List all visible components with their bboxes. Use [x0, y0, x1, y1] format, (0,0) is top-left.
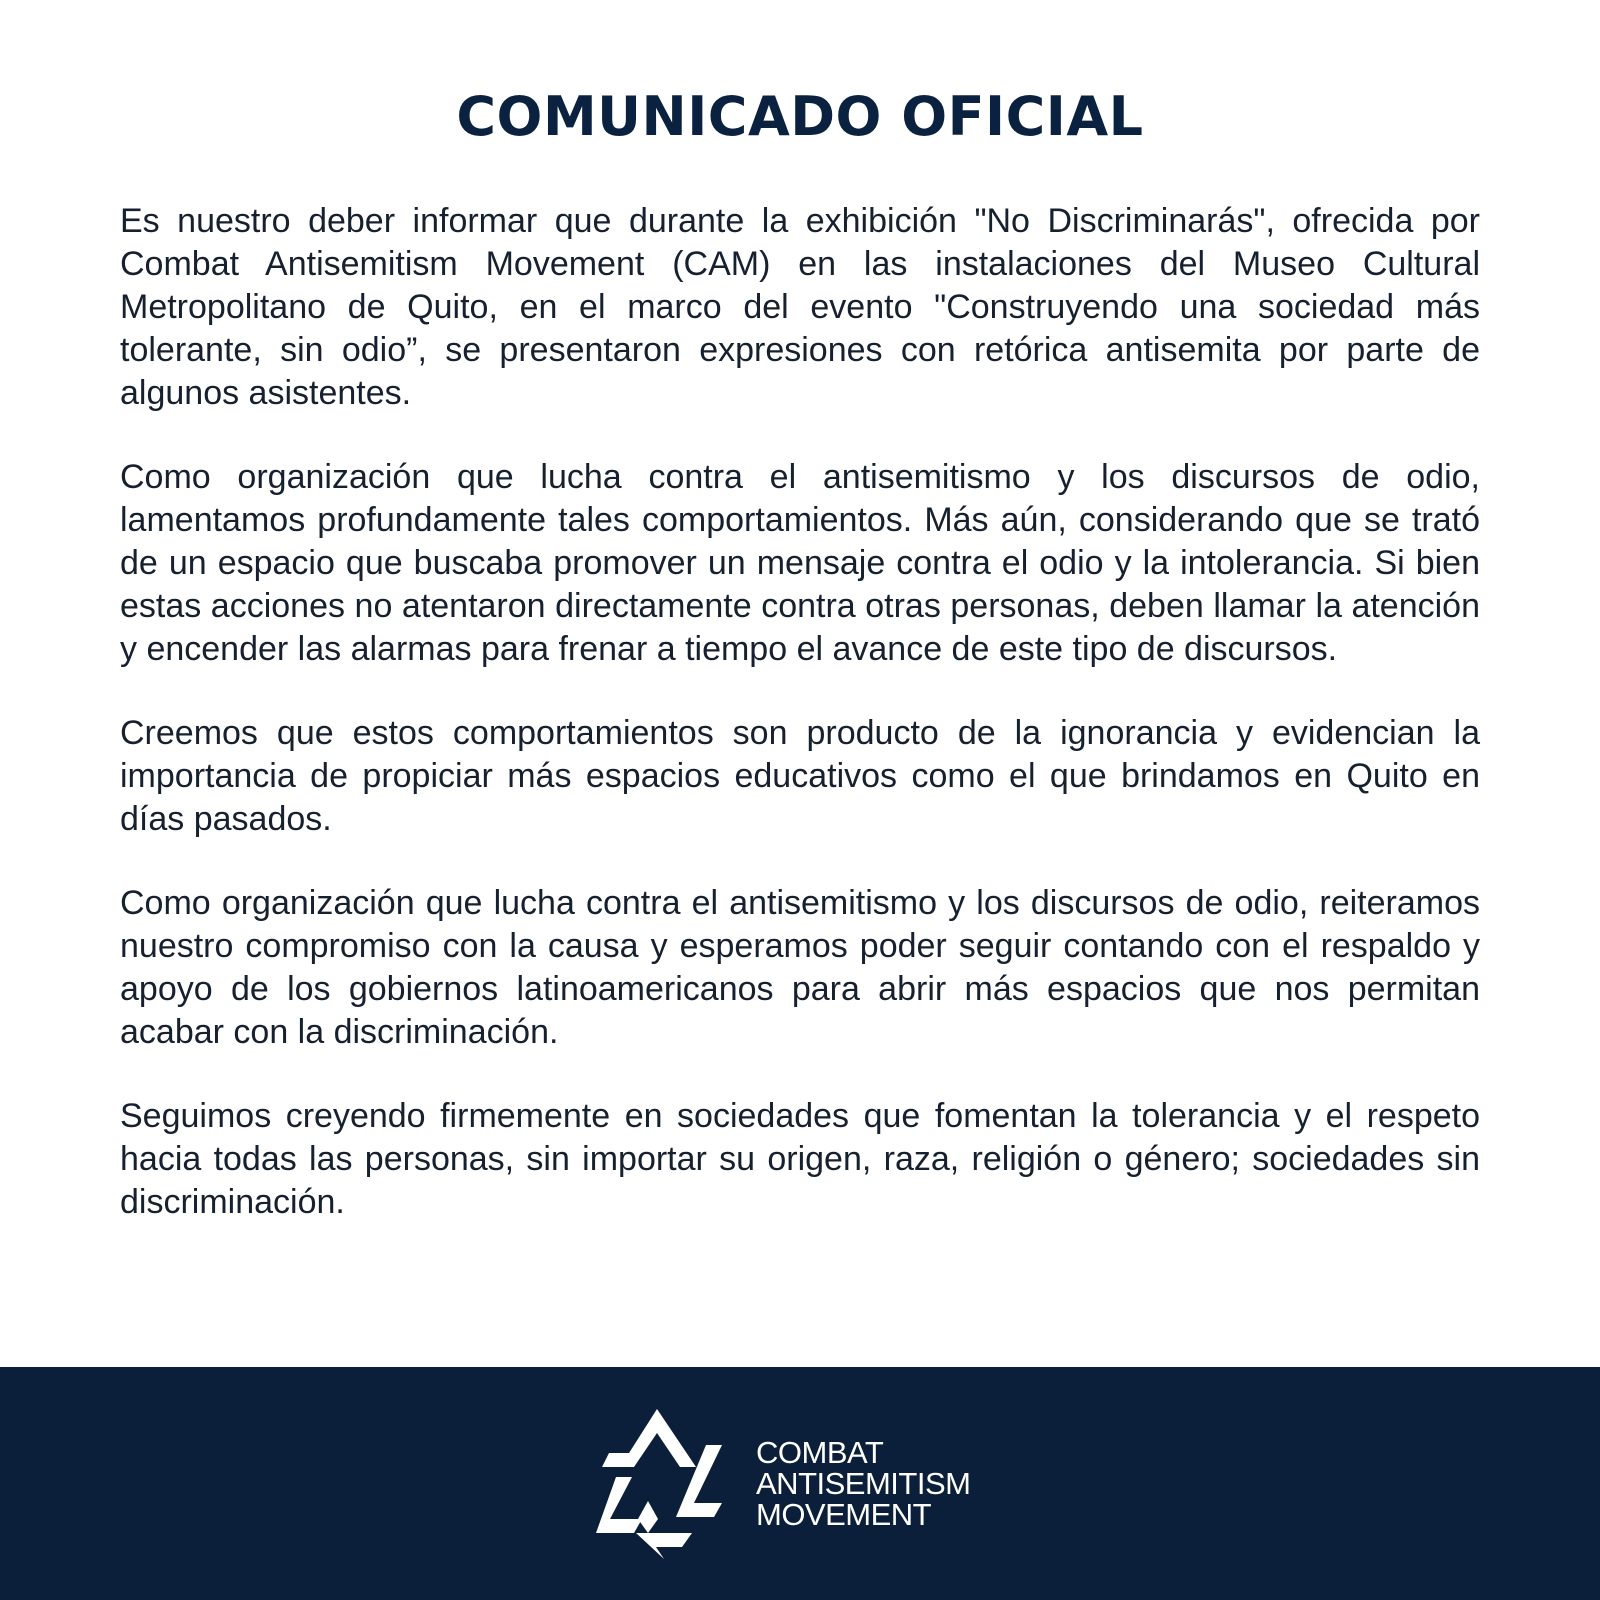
logo-line-3: MOVEMENT [756, 1497, 932, 1532]
star-of-david-icon [596, 1409, 726, 1559]
paragraph-3: Creemos que estos comportamientos son producto de la ignorancia y evidencian la importancia de propiciar más espacios educativos como el que brindamos en Quito en días pasados. [120, 714, 1480, 838]
logo-line-2: ANTISEMITISM [756, 1466, 971, 1501]
organization-logo [596, 1409, 971, 1559]
paragraph-2: Como organización que lucha contra el antisemitismo y los discursos de odio, lamentamos profundamente tales comportamientos. Más aún, considerando que se trató de un espacio que buscaba promover un mensaje contra el odio y la intolerancia. Si bien estas acciones no atentaron directamente contra otras personas, deben llamar la atención y encender las alarmas para frenar a tiempo el avance de este tipo de discursos. [120, 458, 1480, 668]
paragraph-4: Como organización que lucha contra el antisemitismo y los discursos de odio, reiteramos nuestro compromiso con la causa y esperamos poder seguir contando con el respaldo y apoyo de los gobiernos latinoamericanos para abrir más espacios que nos permitan acabar con la discriminación. [120, 884, 1480, 1051]
paragraph-1: Es nuestro deber informar que durante la exhibición "No Discriminarás", ofrecida por Combat Antisemitism Movement (CAM) en las instalaciones del Museo Cultural Metropolitano de Quito, en el marco del evento "Construyendo una sociedad más tolerante, sin odio”, se presentaron expresiones con retórica antisemita por parte de algunos asistentes. [120, 202, 1480, 412]
statement-body [120, 200, 1480, 1224]
logo-line-1: COMBAT [756, 1435, 884, 1470]
paragraph-5: Seguimos creyendo firmemente en sociedades que fomentan la tolerancia y el respeto hacia todas las personas, sin importar su origen, raza, religión o género; sociedades sin discriminación. [120, 1097, 1480, 1221]
footer-bar [0, 1367, 1600, 1600]
logo-wordmark [756, 1437, 970, 1530]
page-title: COMUNICADO OFICIAL [456, 85, 1144, 148]
